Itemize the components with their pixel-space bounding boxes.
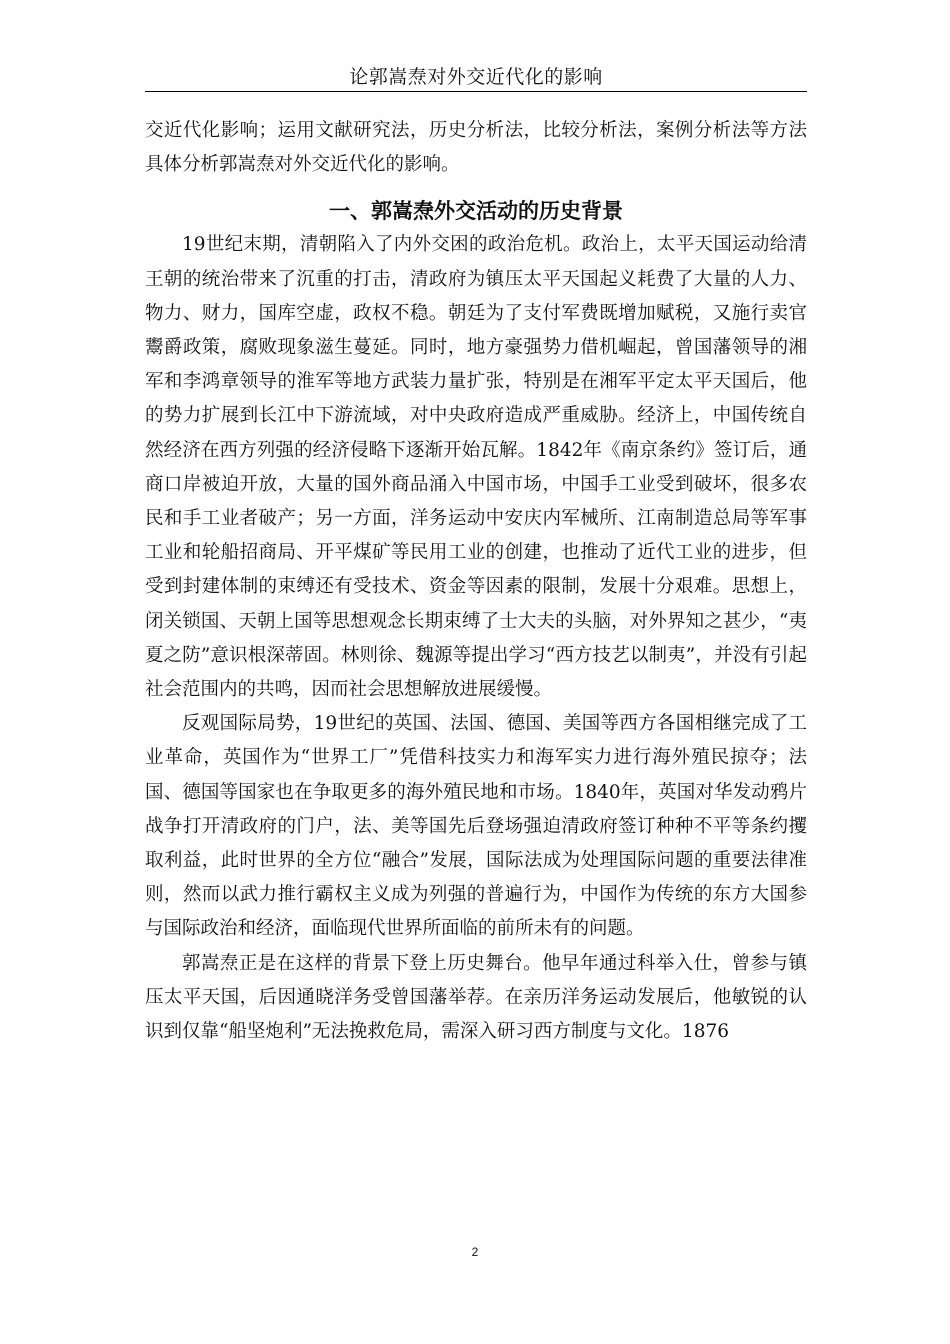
section-heading: 一、郭嵩焘外交活动的历史背景: [329, 199, 623, 224]
running-header-title: 论郭嵩焘对外交近代化的影响: [349, 66, 603, 88]
body-paragraph-1: 19世纪末期，清朝陷入了内外交困的政治危机。政治上，太平天国运动给清王朝的统治带来了沉重的打击，清政府为镇压太平天国起义耗费了大量的人力、物力、财力，国库空虚，政权不稳。朝廷为了支付军费既增加赋税，又施行卖官鬻爵政策，腐败现象滋生蔓延。同时，地方豪强势力借机崛起，曾国藩领导的湘军和李鸿章领导的淮军等地方武装力量扩张，特别是在湘军平定太平天国后，他的势力扩展到长江中下游流域，对中央政府造成严重威胁。经济上，中国传统自然经济在西方列强的经济侵略下逐渐开始瓦解。1842年《南京条约》签订后，通商口岸被迫开放，大量的国外商品涌入中国市场，中国手工业受到破坏，很多农民和手工业者破产；另一方面，洋务运动中安庆内军械所、江南制造总局等军事工业和轮船招商局、开平煤矿等民用工业的创建，也推动了近代工业的进步，但受到封建体制的束缚还有受技术、资金等因素的限制，发展十分艰难。思想上，闭关锁国、天朝上国等思想观念长期束缚了士大夫的头脑，对外界知之甚少，“夷夏之防”意识根深蒂固。林则徐、魏源等提出学习“西方技艺以制夷”，并没有引起社会范围内的共鸣，因而社会思想解放进展缓慢。: [145, 234, 807, 701]
intro-paragraph: 交近代化影响；运用文献研究法，历史分析法，比较分析法，案例分析法等方法具体分析郭嵩焘对外交近代化的影响。: [145, 120, 807, 176]
document-body: [145, 114, 807, 1049]
header-rule: [145, 91, 807, 92]
page-number: 2: [471, 1245, 479, 1259]
body-paragraph-3: 郭嵩焘正是在这样的背景下登上历史舞台。他早年通过科举入仕，曾参与镇压太平天国，后因通晓洋务受曾国藩举荐。在亲历洋务运动发展后，他敏锐的认识到仅靠“船坚炮利”无法挽救危局，需深入研习西方制度与文化。1876: [145, 952, 807, 1043]
body-paragraph-2: 反观国际局势，19世纪的英国、法国、德国、美国等西方各国相继完成了工业革命，英国作为“世界工厂”凭借科技实力和海军实力进行海外殖民掠夺；法国、德国等国家也在争取更多的海外殖民地和市场。1840年，英国对华发动鸦片战争打开清政府的门户，法、美等国先后登场强迫清政府签订种种不平等条约攫取利益，此时世界的全方位“融合”发展，国际法成为处理国际问题的重要法律准则，然而以武力推行霸权主义成为列强的普遍行为，中国作为传统的东方大国参与国际政治和经济，面临现代世界所面临的前所未有的问题。: [145, 713, 807, 940]
